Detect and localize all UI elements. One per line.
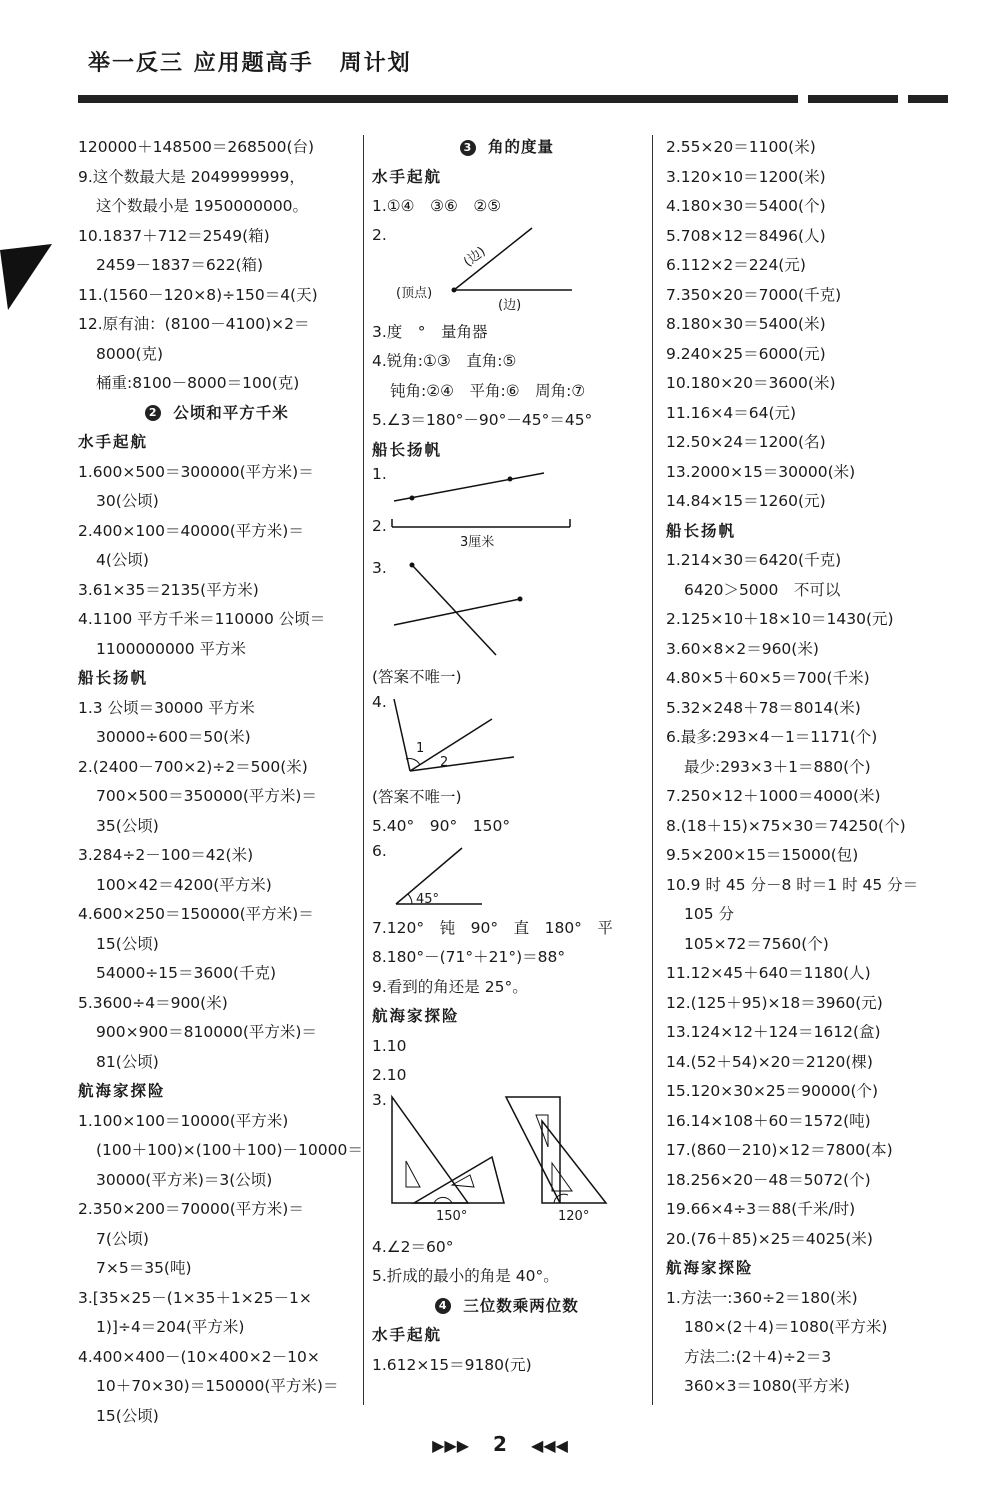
question-number: 6. [372,841,387,860]
answer-line: 12.(125＋95)×18＝3960(元) [666,993,883,1012]
answer-line: 1.3 公顷＝30000 平方米 [78,698,255,717]
unit-number-badge: 3 [460,140,476,156]
answer-line: 13.124×12＋124＝1612(盒) [666,1023,881,1041]
answer-line: 3.61×35＝2135(平方米) [78,580,259,599]
answer-line: 6.112×2＝224(元) [666,256,806,274]
answer-line: 6.最多:293×4－1＝1171(个) [666,728,878,746]
answer-line: 3.度 ° 量角器 [372,322,488,341]
answer-line: 30000(平方米)＝3(公顷) [96,1170,273,1189]
section-heading: 船长扬帆 [78,669,149,687]
answer-column-3 [666,133,956,1402]
unit-heading: 2 公顷和平方千米 [78,399,356,429]
page-number: 2 [493,1432,507,1456]
answer-line: 35(公顷) [96,816,159,835]
answer-line: (100＋100)×(100＋100)－10000＝ [96,1141,363,1159]
unit-number-badge: 4 [435,1298,451,1314]
answer-line: 15.120×30×25＝90000(个) [666,1082,879,1100]
answer-line: 12.原有油：(8100－4100)×2＝ [78,315,310,333]
answer-line: 15(公顷) [96,1406,159,1425]
answer-line: 4.180×30＝5400(个) [666,197,826,215]
answer-line: 700×500＝350000(平方米)＝ [96,787,317,805]
answer-line: 2.125×10＋18×10＝1430(元) [666,610,894,628]
section-heading: 船长扬帆 [372,440,443,459]
answer-line: 20.(76＋85)×25＝4025(米) [666,1229,873,1248]
answer-line: 4.600×250＝150000(平方米)＝ [78,905,314,923]
answer-line: 14.84×15＝1260(元) [666,492,826,510]
answer-line: 2.400×100＝40000(平方米)＝ [78,521,304,540]
answer-line: 2.(2400－700×2)÷2＝500(米) [78,757,308,776]
answer-note: (答案不唯一) [372,668,462,686]
answer-line: 5.3600÷4＝900(米) [78,993,228,1012]
answer-line: 105 分 [684,905,735,923]
unit-number-badge: 2 [145,405,161,421]
section-heading: 水手起航 [78,433,149,451]
angle-pair-figure [372,693,642,783]
answer-line: 8.180°－(71°＋21°)＝88° [372,948,566,966]
answer-line: 桶重:8100－8000＝100(克) [96,374,300,392]
answer-line: 10.9 时 45 分－8 时＝1 时 45 分＝ [666,875,919,894]
angle-45-diagram [372,842,642,914]
margin-triangle-mark [0,240,60,320]
answer-line: 1.10 [372,1036,407,1055]
segment-diagram [372,513,642,559]
vertex-label: (顶点) [396,285,433,301]
answer-line: 7.120° 钝 90° 直 180° 平 [372,918,613,937]
question-number: 2. [372,517,387,535]
header-rule [78,92,948,104]
answer-line: 18.256×20－48＝5072(个) [666,1170,871,1189]
answer-line: 9.240×25＝6000(元) [666,344,826,363]
answer-note: (答案不唯一) [372,787,462,806]
answer-line: 100×42＝4200(平方米) [96,875,272,894]
backward-arrows-icon: ◀◀◀ [530,1436,568,1455]
answer-line: 9.5×200×15＝15000(包) [666,846,859,864]
answer-line: 1.214×30＝6420(千克) [666,551,842,569]
question-number: 2. [372,225,387,244]
book-title [88,46,412,77]
question-number: 4. [372,692,387,711]
answer-line: 3.60×8×2＝960(米) [666,639,819,658]
answer-line: 4.1100 平方千米＝110000 公顷＝ [78,610,326,628]
column-divider-2 [652,135,653,1405]
section-heading: 航海家探险 [666,1259,754,1277]
answer-line: 19.66×4÷3＝88(千米/时) [666,1200,856,1218]
angle-degree-label: 120° [558,1208,590,1224]
answer-line: 1.612×15＝9180(元) [372,1355,532,1374]
answer-line: 360×3＝1080(平方米) [684,1377,850,1395]
answer-line: 2.10 [372,1066,407,1084]
angle-degree-label: 150° [436,1208,468,1224]
set-square-figure [372,1091,642,1233]
answer-line: 1.方法一:360÷2＝180(米) [666,1288,858,1307]
edge-label: (边) [461,243,489,270]
question-number: 3. [372,559,387,577]
answer-line: 10＋70×30)＝150000(平方米)＝ [96,1377,339,1395]
answer-line: 120000＋148500＝268500(台) [78,138,315,156]
ray-diagram [372,465,642,513]
section-heading: 水手起航 [372,167,443,186]
answer-line: 钝角:②④ 平角:⑥ 周角:⑦ [390,381,586,400]
angle-label-2: 2 [440,754,449,770]
answer-line: 105×72＝7560(个) [684,934,829,953]
edge-label: (边) [498,297,522,313]
answer-line: 7(公顷) [96,1229,149,1248]
answer-line: 7.250×12＋1000＝4000(米) [666,787,881,805]
answer-line: 16.14×108＋60＝1572(吨) [666,1111,871,1130]
answer-line: 81(公顷) [96,1052,159,1071]
unit-heading: 3 角的度量 [372,133,642,163]
answer-line: 11.12×45＋640＝1180(人) [666,964,871,982]
answer-line: 11.(1560－120×8)÷150＝4(天) [78,285,318,304]
answer-line: 6420＞5000 不可以 [684,580,841,599]
forward-arrows-icon: ▶▶▶ [432,1436,470,1455]
answer-line: 3.[35×25－(1×35＋1×25－1× [78,1288,312,1307]
answer-line: 1100000000 平方米 [96,639,247,658]
answer-line: 11.16×4＝64(元) [666,403,797,422]
answer-line: 5.32×248＋78＝8014(米) [666,698,861,717]
answer-line: 2.350×200＝70000(平方米)＝ [78,1200,304,1218]
perpendicular-figure [372,559,642,663]
answer-line: 4.400×400－(10×400×2－10× [78,1347,320,1366]
answer-line: 900×900＝810000(平方米)＝ [96,1023,317,1041]
unit-heading: 4 三位数乘两位数 [372,1292,642,1322]
answer-line: 1.600×500＝300000(平方米)＝ [78,462,314,481]
answer-line: 54000÷15＝3600(千克) [96,964,277,982]
answer-line: 8.(18＋15)×75×30＝74250(个) [666,816,906,835]
answer-line: 9.看到的角还是 25°。 [372,977,528,996]
page-footer [0,1432,1000,1456]
answer-line: 4(公顷) [96,551,149,569]
answer-line: 4.∠2＝60° [372,1237,454,1256]
answer-line: 最少:293×3＋1＝880(个) [684,757,871,776]
section-heading: 船长扬帆 [666,521,737,540]
ray-figure [372,465,642,513]
book-title-sub: 周计划 [339,51,412,76]
answer-line: 4.80×5＋60×5＝700(千米) [666,669,870,687]
section-heading: 水手起航 [372,1326,443,1344]
answer-line: 17.(860－210)×12＝7800(本) [666,1141,893,1159]
answer-line: 10.1837＋712＝2549(箱) [78,226,270,245]
answer-line: 8.180×30＝5400(米) [666,315,826,333]
answer-line: 5.40° 90° 150° [372,817,511,835]
answer-line: 1.①④ ③⑥ ②⑤ [372,197,502,215]
answer-line: 3.120×10＝1200(米) [666,167,826,186]
angle-45-figure [372,842,642,914]
answer-line: 3.284÷2－100＝42(米) [78,846,254,864]
answer-line: 13.2000×15＝30000(米) [666,462,856,481]
perpendicular-diagram [372,559,642,663]
answer-line: 9.这个数最大是 2049999999， [78,167,305,186]
angle-degree-label: 45° [416,891,440,907]
question-number: 1. [372,465,387,483]
answer-line: 180×(2＋4)＝1080(平方米) [684,1318,888,1336]
answer-line: 30000÷600＝50(米) [96,728,251,746]
angle-label-1: 1 [416,740,425,756]
answer-line: 5.708×12＝8496(人) [666,226,826,245]
answer-column-1 [78,133,363,1431]
column-divider-1 [363,135,364,1405]
angle-figure-edges [372,222,642,318]
answer-line: 4.锐角:①③ 直角:⑤ [372,352,517,370]
answer-line: 5.折成的最小的角是 40°。 [372,1267,559,1285]
answer-line: 10.180×20＝3600(米) [666,374,836,392]
answer-line: 14.(52＋54)×20＝2120(棵) [666,1052,873,1071]
answer-line: 30(公顷) [96,492,159,510]
answer-line: 7.350×20＝7000(千克) [666,285,842,304]
answer-line: 2.55×20＝1100(米) [666,138,816,156]
question-number: 3. [372,1090,387,1109]
answer-line: 5.∠3＝180°－90°－45°＝45° [372,411,593,429]
answer-column-2 [372,133,642,1380]
answer-line: 8000(克) [96,344,164,363]
angle-pair-diagram [372,693,642,783]
segment-figure [372,513,642,559]
book-title-main: 举一反三 应用题高手 [88,51,314,76]
answer-line: 方法二:(2＋4)÷2＝3 [684,1347,832,1366]
answer-line: 1.100×100＝10000(平方米) [78,1111,289,1130]
answer-line: 2459－1837＝622(箱) [96,256,264,274]
section-heading: 航海家探险 [372,1007,460,1025]
answer-line: 15(公顷) [96,934,159,953]
answer-line: 12.50×24＝1200(名) [666,433,826,451]
section-heading: 航海家探险 [78,1082,166,1100]
segment-length-label: 3厘米 [460,535,495,550]
set-square-diagram [372,1091,642,1233]
answer-line: 这个数最小是 1950000000。 [96,197,309,215]
answer-line: 1)]÷4＝204(平方米) [96,1318,245,1336]
answer-line: 7×5＝35(吨) [96,1259,192,1277]
